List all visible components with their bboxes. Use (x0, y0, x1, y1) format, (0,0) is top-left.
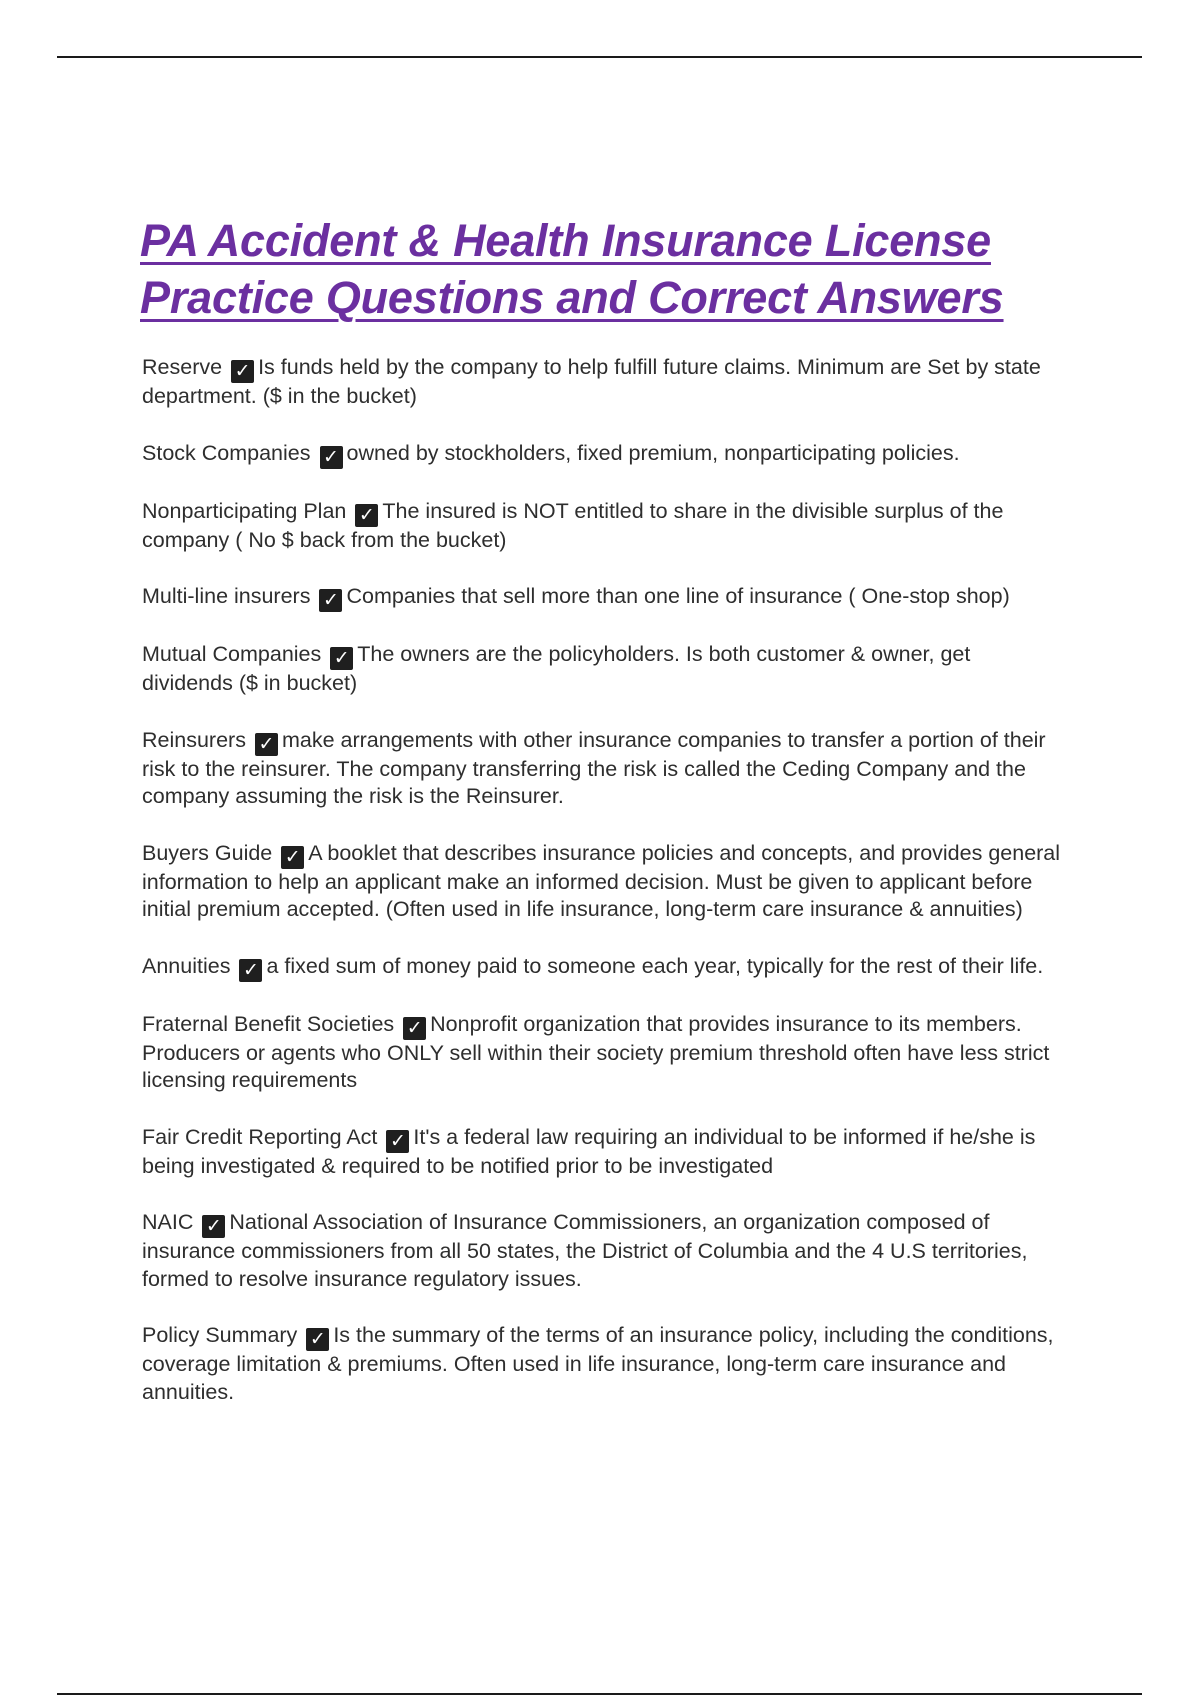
qa-definition: It's a federal law requiring an individual to be informed if he/she is being investigated & required to be notified prior to be investigated (142, 1124, 1036, 1178)
qa-definition: a fixed sum of money paid to someone each year, typically for the rest of their life. (266, 953, 1044, 978)
checkmark-icon: ✓ (306, 1328, 329, 1351)
top-rule (57, 56, 1142, 58)
checkmark-icon: ✓ (403, 1017, 426, 1040)
qa-entry (142, 498, 1062, 555)
checkmark-icon: ✓ (255, 733, 278, 756)
qa-definition: Nonprofit organization that provides insurance to its members. Producers or agents who ONLY sell within their society premium threshold often have less strict licensing requirements (142, 1011, 1050, 1092)
qa-definition: Is the summary of the terms of an insurance policy, including the conditions, coverage limitation & premiums. Often used in life insurance, long-term care insurance and annuities. (142, 1323, 1054, 1404)
checkmark-icon: ✓ (239, 959, 262, 982)
qa-term: Mutual Companies (142, 642, 322, 666)
qa-entry (142, 1124, 1062, 1181)
qa-term: Stock Companies (142, 440, 311, 465)
qa-entry (142, 1322, 1062, 1406)
qa-term: Policy Summary (142, 1323, 298, 1347)
qa-term: Multi-line insurers (142, 584, 311, 608)
document-title (140, 212, 1080, 326)
qa-entry (142, 641, 1062, 698)
qa-definition: Is funds held by the company to help fulfill future claims. Minimum are Set by state department. ($ in the bucket) (142, 355, 1041, 408)
qa-term: Buyers Guide (142, 840, 273, 865)
qa-entry (142, 1209, 1062, 1293)
qa-term: Reinsurers (142, 727, 246, 752)
checkmark-icon: ✓ (281, 846, 304, 869)
qa-list (142, 354, 1062, 1435)
qa-entry (142, 354, 1062, 411)
qa-entry (142, 727, 1062, 811)
qa-definition: The insured is NOT entitled to share in the divisible surplus of the company ( No $ back from the bucket) (142, 498, 1004, 552)
qa-definition: A booklet that describes insurance policies and concepts, and provides general information to help an applicant make an informed decision. Must be given to applicant before initial premium accepted. (Often used in life insurance, long-term care insurance & annuities) (142, 840, 1061, 921)
qa-definition: Companies that sell more than one line of insurance ( One-stop shop) (346, 584, 1010, 608)
qa-definition: The owners are the policyholders. Is both customer & owner, get dividends ($ in bucket) (142, 642, 971, 695)
checkmark-icon: ✓ (231, 360, 254, 383)
qa-term: Nonparticipating Plan (142, 498, 347, 523)
qa-definition: owned by stockholders, fixed premium, nonparticipating policies. (346, 440, 960, 465)
qa-term: Fraternal Benefit Societies (142, 1011, 395, 1036)
qa-entry (142, 440, 1062, 469)
qa-definition: make arrangements with other insurance companies to transfer a portion of their risk to the reinsurer. The company transferring the risk is called the Ceding Company and the company assuming the risk is the Reinsurer. (142, 727, 1046, 808)
checkmark-icon: ✓ (320, 446, 343, 469)
qa-term: Fair Credit Reporting Act (142, 1124, 378, 1149)
qa-entry (142, 953, 1062, 982)
qa-definition: National Association of Insurance Commissioners, an organization composed of insurance commissioners from all 50 states, the District of Columbia and the 4 U.S territories, formed to resolve insurance regulatory issues. (142, 1210, 1028, 1291)
checkmark-icon: ✓ (386, 1130, 409, 1153)
checkmark-icon: ✓ (319, 589, 342, 612)
title-line-2: Practice Questions and Correct Answers (140, 272, 1004, 323)
qa-term: NAIC (142, 1210, 194, 1234)
qa-term: Annuities (142, 953, 231, 978)
checkmark-icon: ✓ (355, 504, 378, 527)
checkmark-icon: ✓ (330, 647, 353, 670)
bottom-rule (57, 1693, 1142, 1695)
qa-term: Reserve (142, 355, 223, 379)
qa-entry (142, 583, 1062, 612)
qa-entry (142, 1011, 1062, 1095)
qa-entry (142, 840, 1062, 924)
title-line-1: PA Accident & Health Insurance License (140, 215, 991, 266)
checkmark-icon: ✓ (202, 1215, 225, 1238)
